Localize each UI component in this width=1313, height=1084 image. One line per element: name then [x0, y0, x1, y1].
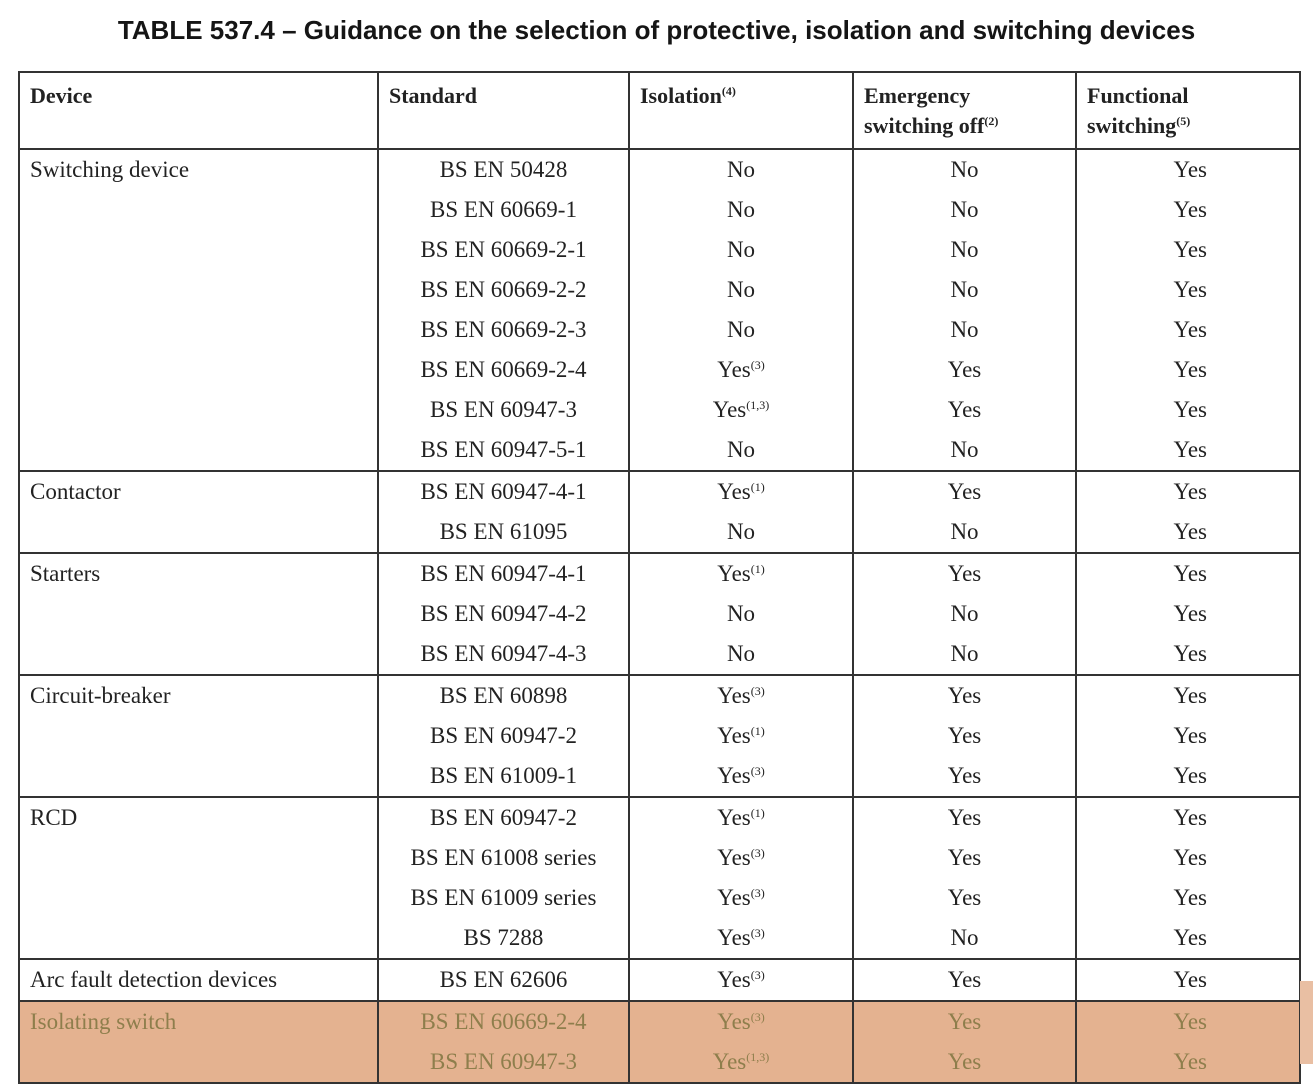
functional-cell: Yes [1076, 878, 1300, 918]
emergency-cell: Yes [853, 1001, 1076, 1042]
table-row [19, 430, 1300, 471]
selection-table [18, 71, 1301, 1084]
functional-cell: Yes [1076, 350, 1300, 390]
header-device: Device [19, 72, 378, 149]
standard-cell: BS EN 60669-2-3 [378, 310, 629, 350]
device-cell: Arc fault detection devices [19, 959, 378, 1001]
standard-cell: BS EN 60898 [378, 675, 629, 716]
isolation-cell: Yes$^{(1)}$ [629, 797, 853, 838]
table-row [19, 350, 1300, 390]
device-cell [19, 594, 378, 634]
functional-cell: Yes [1076, 270, 1300, 310]
header-emergency: Emergency switching off$^{(2)}$ [853, 72, 1076, 149]
highlight-overlay-edge [1300, 981, 1313, 1064]
emergency-cell: Yes [853, 838, 1076, 878]
footnote-marker: (3) [750, 846, 765, 860]
footnote-marker: (3) [750, 684, 765, 698]
emergency-cell: Yes [853, 878, 1076, 918]
table-row [19, 512, 1300, 553]
isolation-cell: Yes$^{(1)}$ [629, 553, 853, 594]
functional-cell: Yes [1076, 716, 1300, 756]
table-title: TABLE 537.4 – Guidance on the selection of protective, isolation and switching devices [117, 15, 1196, 45]
device-cell [19, 716, 378, 756]
device-cell: Switching device [19, 149, 378, 190]
functional-cell: Yes [1076, 149, 1300, 190]
footnote-marker: (1) [750, 724, 765, 738]
emergency-cell: No [853, 149, 1076, 190]
device-cell [19, 390, 378, 430]
footnote-marker: (3) [750, 358, 765, 372]
table-row [19, 471, 1300, 512]
footnote-marker: (4) [721, 84, 736, 98]
functional-cell: Yes [1076, 390, 1300, 430]
table-row [19, 1001, 1300, 1042]
emergency-cell: Yes [853, 756, 1076, 797]
device-cell [19, 230, 378, 270]
emergency-cell: No [853, 634, 1076, 675]
header-isolation: Isolation$^{(4)}$ [629, 72, 853, 149]
header-row [19, 72, 1300, 149]
header-standard: Standard [378, 72, 629, 149]
device-cell [19, 756, 378, 797]
functional-cell: Yes [1076, 1042, 1300, 1083]
standard-cell: BS EN 60669-1 [378, 190, 629, 230]
table-row [19, 716, 1300, 756]
emergency-cell: No [853, 594, 1076, 634]
functional-cell: Yes [1076, 918, 1300, 959]
emergency-cell: No [853, 270, 1076, 310]
standard-cell: BS EN 60947-4-1 [378, 471, 629, 512]
isolation-cell: No [629, 190, 853, 230]
device-cell [19, 838, 378, 878]
device-cell [19, 310, 378, 350]
isolation-cell: No [629, 634, 853, 675]
footnote-marker: (2) [984, 114, 999, 128]
standard-cell: BS EN 60947-4-2 [378, 594, 629, 634]
emergency-cell: Yes [853, 959, 1076, 1001]
isolation-cell: Yes$^{(1)}$ [629, 716, 853, 756]
emergency-cell: No [853, 310, 1076, 350]
functional-cell: Yes [1076, 190, 1300, 230]
standard-cell: BS EN 61009-1 [378, 756, 629, 797]
table-row [19, 270, 1300, 310]
functional-cell: Yes [1076, 594, 1300, 634]
footnote-marker: (1) [750, 562, 765, 576]
standard-cell: BS EN 60669-2-4 [378, 1001, 629, 1042]
table-row [19, 190, 1300, 230]
footnote-marker: (3) [750, 886, 765, 900]
device-cell: Contactor [19, 471, 378, 512]
functional-cell: Yes [1076, 230, 1300, 270]
isolation-cell: Yes$^{(3)}$ [629, 918, 853, 959]
footnote-marker: (1) [750, 480, 765, 494]
functional-cell: Yes [1076, 675, 1300, 716]
isolation-cell: No [629, 149, 853, 190]
isolation-cell: No [629, 594, 853, 634]
functional-cell: Yes [1076, 1001, 1300, 1042]
standard-cell: BS EN 60947-3 [378, 390, 629, 430]
table-row [19, 594, 1300, 634]
standard-cell: BS EN 60947-2 [378, 797, 629, 838]
table-row [19, 310, 1300, 350]
isolation-cell: Yes$^{(3)}$ [629, 756, 853, 797]
emergency-cell: Yes [853, 390, 1076, 430]
device-cell: Isolating switch [19, 1001, 378, 1042]
table-row [19, 756, 1300, 797]
table-row [19, 918, 1300, 959]
functional-cell: Yes [1076, 512, 1300, 553]
standard-cell: BS EN 61095 [378, 512, 629, 553]
table-row [19, 1042, 1300, 1083]
isolation-cell: No [629, 310, 853, 350]
isolation-cell: Yes$^{(1,3)}$ [629, 1042, 853, 1083]
table-row [19, 634, 1300, 675]
footnote-marker: (1,3) [746, 1050, 770, 1064]
isolation-cell: Yes$^{(3)}$ [629, 350, 853, 390]
standard-cell: BS 7288 [378, 918, 629, 959]
table-row [19, 553, 1300, 594]
device-cell [19, 270, 378, 310]
functional-cell: Yes [1076, 634, 1300, 675]
footnote-marker: (3) [750, 1010, 765, 1024]
emergency-cell: Yes [853, 675, 1076, 716]
isolation-cell: Yes$^{(3)}$ [629, 878, 853, 918]
standard-cell: BS EN 60669-2-4 [378, 350, 629, 390]
device-cell [19, 878, 378, 918]
standard-cell: BS EN 60947-2 [378, 716, 629, 756]
table-row [19, 675, 1300, 716]
isolation-cell: No [629, 270, 853, 310]
device-cell: Starters [19, 553, 378, 594]
table-row [19, 149, 1300, 190]
standard-cell: BS EN 61009 series [378, 878, 629, 918]
emergency-cell: Yes [853, 350, 1076, 390]
footnote-marker: (1,3) [746, 398, 770, 412]
emergency-cell: Yes [853, 797, 1076, 838]
table-row [19, 797, 1300, 838]
emergency-cell: No [853, 512, 1076, 553]
emergency-cell: No [853, 190, 1076, 230]
emergency-cell: Yes [853, 1042, 1076, 1083]
device-cell [19, 634, 378, 675]
footnote-marker: (3) [750, 968, 765, 982]
functional-cell: Yes [1076, 430, 1300, 471]
table-row [19, 390, 1300, 430]
functional-cell: Yes [1076, 838, 1300, 878]
footnote-marker: (1) [750, 806, 765, 820]
standard-cell: BS EN 60947-4-1 [378, 553, 629, 594]
device-cell [19, 1042, 378, 1083]
device-cell: Circuit-breaker [19, 675, 378, 716]
standard-cell: BS EN 60947-4-3 [378, 634, 629, 675]
device-cell [19, 512, 378, 553]
device-cell [19, 918, 378, 959]
standard-cell: BS EN 62606 [378, 959, 629, 1001]
footnote-marker: (3) [750, 764, 765, 778]
footnote-marker: (5) [1176, 114, 1191, 128]
table-row [19, 959, 1300, 1001]
standard-cell: BS EN 60947-3 [378, 1042, 629, 1083]
isolation-cell: Yes$^{(3)}$ [629, 838, 853, 878]
standard-cell: BS EN 60669-2-1 [378, 230, 629, 270]
emergency-cell: No [853, 430, 1076, 471]
isolation-cell: Yes$^{(1,3)}$ [629, 390, 853, 430]
footnote-marker: (3) [750, 926, 765, 940]
device-cell: RCD [19, 797, 378, 838]
isolation-cell: Yes$^{(1)}$ [629, 471, 853, 512]
emergency-cell: No [853, 918, 1076, 959]
functional-cell: Yes [1076, 797, 1300, 838]
emergency-cell: No [853, 230, 1076, 270]
table-row [19, 878, 1300, 918]
functional-cell: Yes [1076, 756, 1300, 797]
isolation-cell: No [629, 430, 853, 471]
functional-cell: Yes [1076, 310, 1300, 350]
device-cell [19, 350, 378, 390]
emergency-cell: Yes [853, 553, 1076, 594]
isolation-cell: No [629, 512, 853, 553]
standard-cell: BS EN 61008 series [378, 838, 629, 878]
device-cell [19, 190, 378, 230]
standard-cell: BS EN 50428 [378, 149, 629, 190]
table-row [19, 838, 1300, 878]
header-functional: Functional switching$^{(5)}$ [1076, 72, 1300, 149]
table-row [19, 230, 1300, 270]
isolation-cell: Yes$^{(3)}$ [629, 675, 853, 716]
standard-cell: BS EN 60947-5-1 [378, 430, 629, 471]
emergency-cell: Yes [853, 471, 1076, 512]
isolation-cell: No [629, 230, 853, 270]
standard-cell: BS EN 60669-2-2 [378, 270, 629, 310]
isolation-cell: Yes$^{(3)}$ [629, 1001, 853, 1042]
functional-cell: Yes [1076, 959, 1300, 1001]
isolation-cell: Yes$^{(3)}$ [629, 959, 853, 1001]
device-cell [19, 430, 378, 471]
functional-cell: Yes [1076, 471, 1300, 512]
emergency-cell: Yes [853, 716, 1076, 756]
functional-cell: Yes [1076, 553, 1300, 594]
